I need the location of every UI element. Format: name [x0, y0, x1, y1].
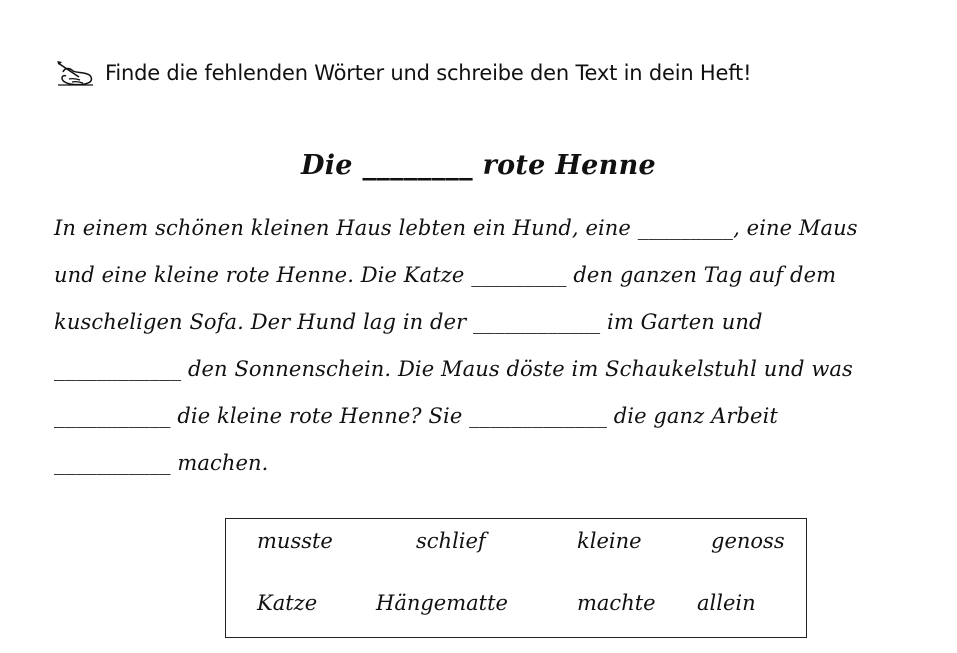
word-bank-item: Katze — [257, 591, 318, 615]
text-line: In einem schönen kleinen Haus lebten ein Hund, eine _________, eine Maus — [54, 216, 858, 240]
word-bank-item: Hängematte — [376, 591, 508, 615]
text-line: ___________ die kleine rote Henne? Sie _____________ die ganz Arbeit — [54, 404, 778, 428]
word-bank — [225, 518, 807, 638]
word-bank-item: kleine — [577, 529, 642, 553]
instruction — [55, 54, 751, 92]
text-line: ___________ machen. — [54, 451, 269, 475]
word-bank-item: musste — [257, 529, 333, 553]
text-line: und eine kleine rote Henne. Die Katze _________ den ganzen Tag auf dem — [54, 263, 837, 287]
writing-hand-icon — [55, 58, 95, 88]
cloze-text — [54, 205, 924, 487]
word-bank-item: allein — [697, 591, 756, 615]
word-bank-item: schlief — [416, 529, 486, 553]
text-line: kuscheligen Sofa. Der Hund lag in der ____________ im Garten und — [54, 310, 763, 334]
text-line: ____________ den Sonnenschein. Die Maus döste im Schaukelstuhl und was — [54, 357, 853, 381]
word-bank-item: genoss — [711, 529, 785, 553]
instruction-text: Finde die fehlenden Wörter und schreibe den Text in dein Heft! — [105, 61, 752, 85]
word-bank-item: machte — [577, 591, 656, 615]
worksheet-title: Die ________ rote Henne — [301, 150, 656, 181]
